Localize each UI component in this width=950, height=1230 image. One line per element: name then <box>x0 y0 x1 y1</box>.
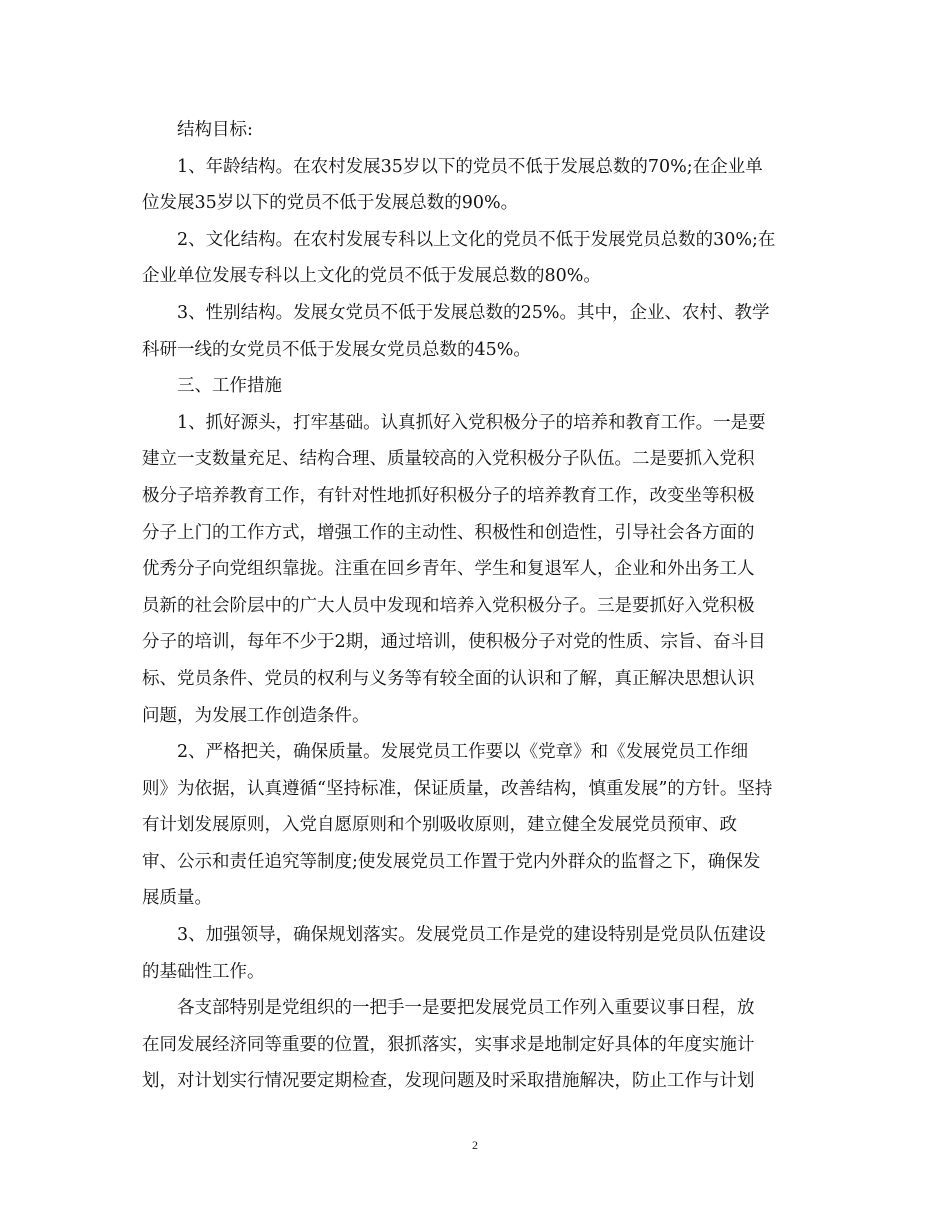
text-line: 科研一线的女党员不低于发展女党员总数的45%。 <box>142 339 531 360</box>
section-heading: 三、工作措施 <box>177 376 282 397</box>
page-number: 2 <box>472 1138 478 1152</box>
text-line: 在同发展经济同等重要的位置，狠抓落实，实事求是地制定好具体的年度实施计 <box>142 1034 755 1055</box>
text-line: 位发展35岁以下的党员不低于发展总数的90%。 <box>142 193 519 214</box>
text-line: 优秀分子向党组织靠拢。注重在回乡青年、学生和复退军人，企业和外出务工人 <box>142 559 755 580</box>
text-line: 标、党员条件、党员的权利与义务等有较全面的认识和了解，真正解决思想认识 <box>142 668 755 689</box>
text-line: 建立一支数量充足、结构合理、质量较高的入党积极分子队伍。二是要抓入党积 <box>142 449 755 470</box>
text-line: 问题，为发展工作创造条件。 <box>142 705 370 726</box>
text-line: 3、性别结构。发展女党员不低于发展总数的25%。其中，企业、农村、教学 <box>177 302 770 323</box>
text-line: 分子上门的工作方式，增强工作的主动性、积极性和创造性，引导社会各方面的 <box>142 522 755 543</box>
text-line: 2、文化结构。在农村发展专科以上文化的党员不低于发展党员总数的30%;在 <box>177 229 776 250</box>
text-line: 结构目标: <box>177 120 253 140</box>
text-line: 分子的培训，每年不少于2期，通过培训，使积极分子对党的性质、宗旨、奋斗目 <box>142 632 766 653</box>
text-line: 2、严格把关，确保质量。发展党员工作要以《党章》和《发展党员工作细 <box>177 742 749 763</box>
text-line: 各支部特别是党组织的一把手一是要把发展党员工作列入重要议事日程，放 <box>177 998 755 1019</box>
text-line: 则》为依据，认真遵循“坚持标准，保证质量，改善结构，慎重发展”的方针。坚持 <box>142 778 773 799</box>
text-line: 员新的社会阶层中的广大人员中发现和培养入党积极分子。三是要抓好入党积极 <box>142 595 755 616</box>
text-line: 审、公示和责任追究等制度;使发展党员工作置于党内外群众的监督之下，确保发 <box>142 851 761 872</box>
text-line: 展质量。 <box>142 888 212 909</box>
text-line: 的基础性工作。 <box>142 961 265 982</box>
document-body <box>142 112 814 1100</box>
text-line: 极分子培养教育工作，有针对性地抓好积极分子的培养教育工作，改变坐等积极 <box>142 485 755 506</box>
text-line: 划，对计划实行情况要定期检查，发现问题及时采取措施解决，防止工作与计划 <box>142 1071 755 1092</box>
text-line: 有计划发展原则，入党自愿原则和个别吸收原则，建立健全发展党员预审、政 <box>142 815 737 836</box>
text-line: 1、年龄结构。在农村发展35岁以下的党员不低于发展总数的70%;在企业单 <box>177 156 763 177</box>
text-line: 1、抓好源头，打牢基础。认真抓好入党积极分子的培养和教育工作。一是要 <box>177 412 766 433</box>
text-line: 企业单位发展专科以上文化的党员不低于发展总数的80%。 <box>142 266 601 287</box>
text-line: 3、加强领导，确保规划落实。发展党员工作是党的建设特别是党员队伍建设 <box>177 925 766 946</box>
